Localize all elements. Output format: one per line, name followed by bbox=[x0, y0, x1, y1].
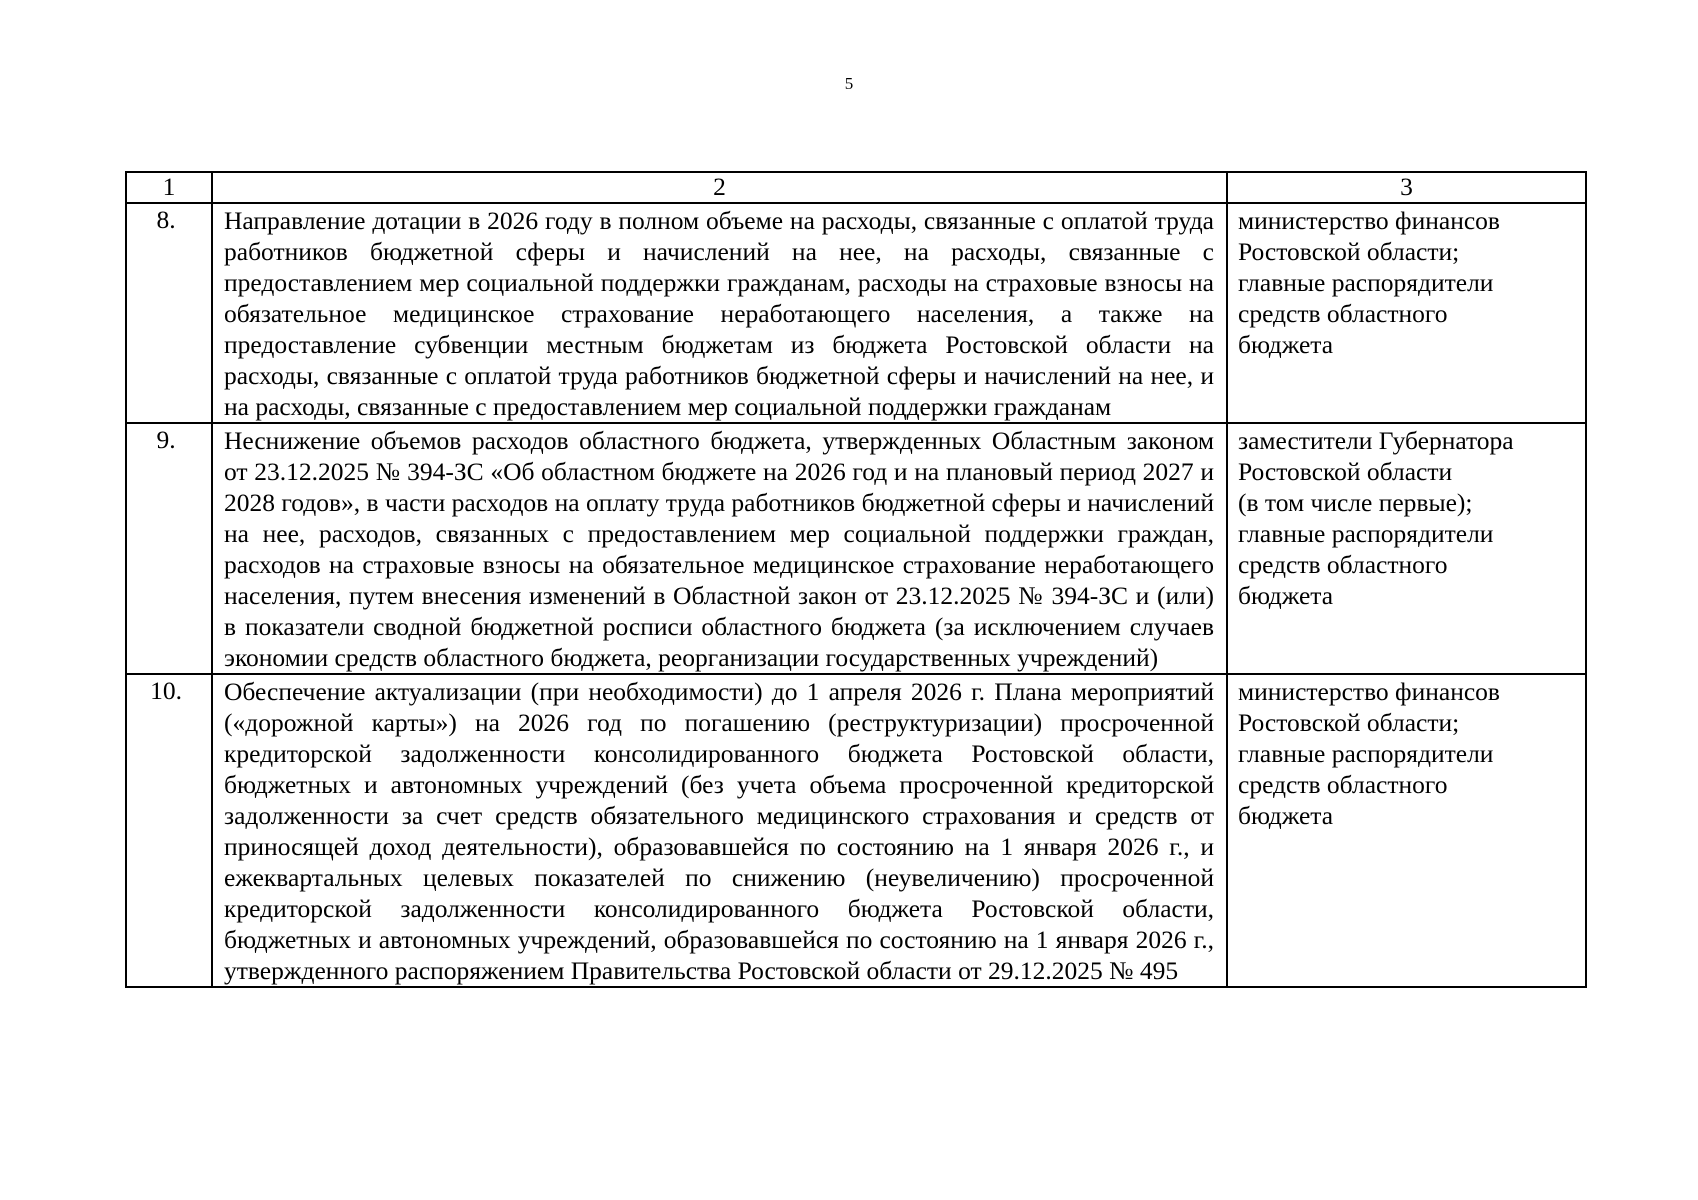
row-number: 10. bbox=[126, 674, 212, 987]
page-number: 5 bbox=[844, 74, 854, 93]
table-row bbox=[126, 674, 1586, 987]
table-row bbox=[126, 203, 1586, 423]
row-responsible bbox=[1227, 674, 1586, 987]
responsible-line: средств областного bbox=[1238, 550, 1448, 579]
responsible-line: (в том числе первые); bbox=[1238, 488, 1473, 517]
table-row bbox=[126, 423, 1586, 674]
row-description: Направление дотации в 2026 году в полном объеме на расходы, связанные с оплатой труда работников бюджетной сферы и начислений на нее, на расходы, связанные с предоставлением мер социальной поддержки гражданам, расходы на страховые взносы на обязательное медицинское страхование неработающего населения, а также на предоставление субвенции местным бюджетам из бюджета Ростовской области на расходы, связанные с оплатой труда работников бюджетной сферы и начислений на нее, и на расходы, связанные с предоставлением мер социальной поддержки гражданам bbox=[212, 203, 1227, 423]
responsible-line: средств областного bbox=[1238, 299, 1448, 328]
responsible-line: бюджета bbox=[1238, 801, 1334, 830]
row-description: Обеспечение актуализации (при необходимости) до 1 апреля 2026 г. Плана мероприятий («дорожной карты») на 2026 год по погашению (реструктуризации) просроченной кредиторской задолженности консолидированного бюджета Ростовской области, бюджетных и автономных учреждений (без учета объема просроченной кредиторской задолженности за счет средств обязательного медицинского страхования и средств от приносящей доход деятельности), образовавшейся по состоянию на 1 января 2026 г., и ежеквартальных целевых показателей по снижению (неувеличению) просроченной кредиторской задолженности консолидированного бюджета Ростовской области, бюджетных и автономных учреждений, образовавшейся по состоянию на 1 января 2026 г., утвержденного распоряжением Правительства Ростовской области от 29.12.2025 № 495 bbox=[212, 674, 1227, 987]
responsible-line: главные распорядители bbox=[1238, 519, 1494, 548]
measures-table bbox=[125, 171, 1587, 988]
responsible-line: Ростовской области bbox=[1238, 457, 1453, 486]
responsible-line: заместители Губернатора bbox=[1238, 426, 1514, 455]
responsible-line: министерство финансов bbox=[1238, 677, 1500, 706]
row-number: 8. bbox=[126, 203, 212, 423]
table-header-row bbox=[126, 172, 1586, 203]
header-col-2: 2 bbox=[212, 172, 1227, 203]
responsible-line: главные распорядители bbox=[1238, 739, 1494, 768]
responsible-line: министерство финансов bbox=[1238, 206, 1500, 235]
row-responsible bbox=[1227, 203, 1586, 423]
responsible-line: главные распорядители bbox=[1238, 268, 1494, 297]
row-responsible bbox=[1227, 423, 1586, 674]
header-col-1: 1 bbox=[126, 172, 212, 203]
header-col-3: 3 bbox=[1227, 172, 1586, 203]
row-number: 9. bbox=[126, 423, 212, 674]
row-description: Неснижение объемов расходов областного бюджета, утвержденных Областным законом от 23.12.2025 № 394-ЗС «Об областном бюджете на 2026 год и на плановый период 2027 и 2028 годов», в части расходов на оплату труда работников бюджетной сферы и начислений на нее, расходов, связанных с предоставлением мер социальной поддержки граждан, расходов на страховые взносы на обязательное медицинское страхование неработающего населения, путем внесения изменений в Областной закон от 23.12.2025 № 394-ЗС и (или) в показатели сводной бюджетной росписи областного бюджета (за исключением случаев экономии средств областного бюджета, реорганизации государственных учреждений) bbox=[212, 423, 1227, 674]
responsible-line: средств областного bbox=[1238, 770, 1448, 799]
responsible-line: Ростовской области; bbox=[1238, 708, 1460, 737]
responsible-line: бюджета bbox=[1238, 581, 1334, 610]
responsible-line: Ростовской области; bbox=[1238, 237, 1460, 266]
responsible-line: бюджета bbox=[1238, 330, 1334, 359]
